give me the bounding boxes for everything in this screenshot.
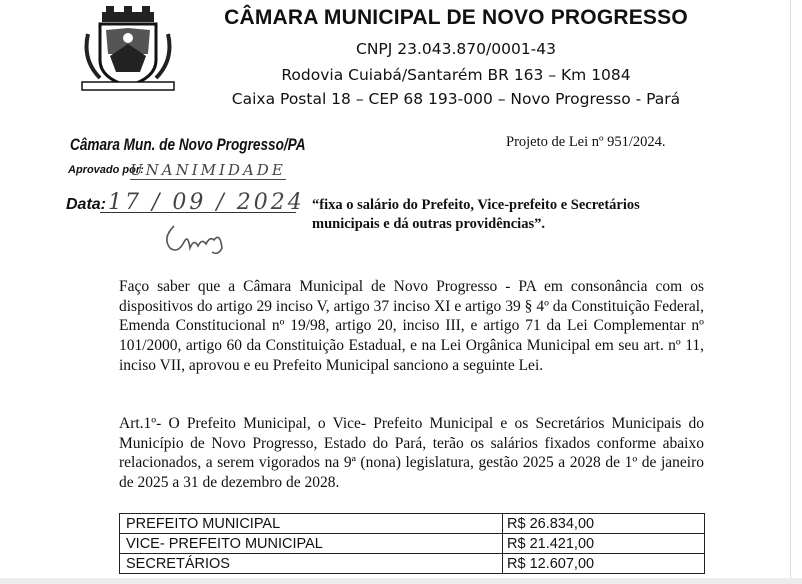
stamp-date-value: 17 / 09 / 2024 bbox=[108, 190, 305, 215]
stamp-date-underline bbox=[100, 212, 296, 213]
salary-cell: R$ 12.607,00 bbox=[503, 554, 705, 574]
role-cell: PREFEITO MUNICIPAL bbox=[120, 514, 503, 534]
salary-table bbox=[119, 513, 705, 574]
page-title: CÂMARA MUNICIPAL DE NOVO PROGRESSO bbox=[224, 6, 688, 29]
postal-line: Caixa Postal 18 – CEP 68 193-000 – Novo Progresso - Pará bbox=[231, 90, 681, 108]
role-cell: VICE- PREFEITO MUNICIPAL bbox=[120, 534, 503, 554]
table-row bbox=[120, 534, 705, 554]
salary-cell: R$ 26.834,00 bbox=[503, 514, 705, 534]
bottom-scan-edge bbox=[0, 578, 802, 584]
stamp-date-label: Data: bbox=[66, 196, 107, 213]
article-1-paragraph: Art.1º- O Prefeito Municipal, o Vice- Prefeito Municipal e os Secretários Municipais do Município de Novo Progresso, Estado do Pará, terão os salários fixados conforme abaixo relacionados, a serem vigorados na 9ª (nona) legislatura, gestão 2025 a 2028 de 1º de janeiro de 2025 a 31 de dezembro de 2028. bbox=[119, 415, 704, 492]
stamp-approved-label: Aprovado por: bbox=[68, 164, 144, 176]
law-summary: “fixa o salário do Prefeito, Vice-prefeito e Secretários municipais e dá outras providências”. bbox=[312, 197, 640, 232]
cnpj-line: CNPJ 23.043.870/0001-43 bbox=[356, 40, 556, 58]
table-row bbox=[120, 554, 705, 574]
page-edge bbox=[790, 0, 791, 584]
law-number: Projeto de Lei nº 951/2024. bbox=[506, 134, 666, 150]
role-cell: SECRETÁRIOS bbox=[120, 554, 503, 574]
preamble-paragraph: Faço saber que a Câmara Municipal de Novo Progresso - PA em consonância com os dispositivos do artigo 29 inciso V, artigo 37 inciso XI e artigo 39 § 4º da Constituição Federal, Emenda Constitucional nº 19/98, artigo 20, inciso III, e artigo 71 da Lei Complementar nº 101/2000, artigo 60 da Constituição Estadual, e na Lei Orgânica Municipal em seu art. nº 11, inciso VII, aprovou e eu Prefeito Municipal sanciono a seguinte Lei. bbox=[119, 278, 704, 374]
stamp-chamber-name: Câmara Mun. de Novo Progresso/PA bbox=[70, 135, 306, 154]
municipal-crest-icon bbox=[80, 4, 176, 96]
table-row bbox=[120, 514, 705, 534]
signature-icon bbox=[160, 218, 230, 258]
salary-cell: R$ 21.421,00 bbox=[503, 534, 705, 554]
address-line: Rodovia Cuiabá/Santarém BR 163 – Km 1084 bbox=[281, 66, 631, 84]
stamp-approved-value: UNANIMIDADE bbox=[130, 161, 286, 179]
